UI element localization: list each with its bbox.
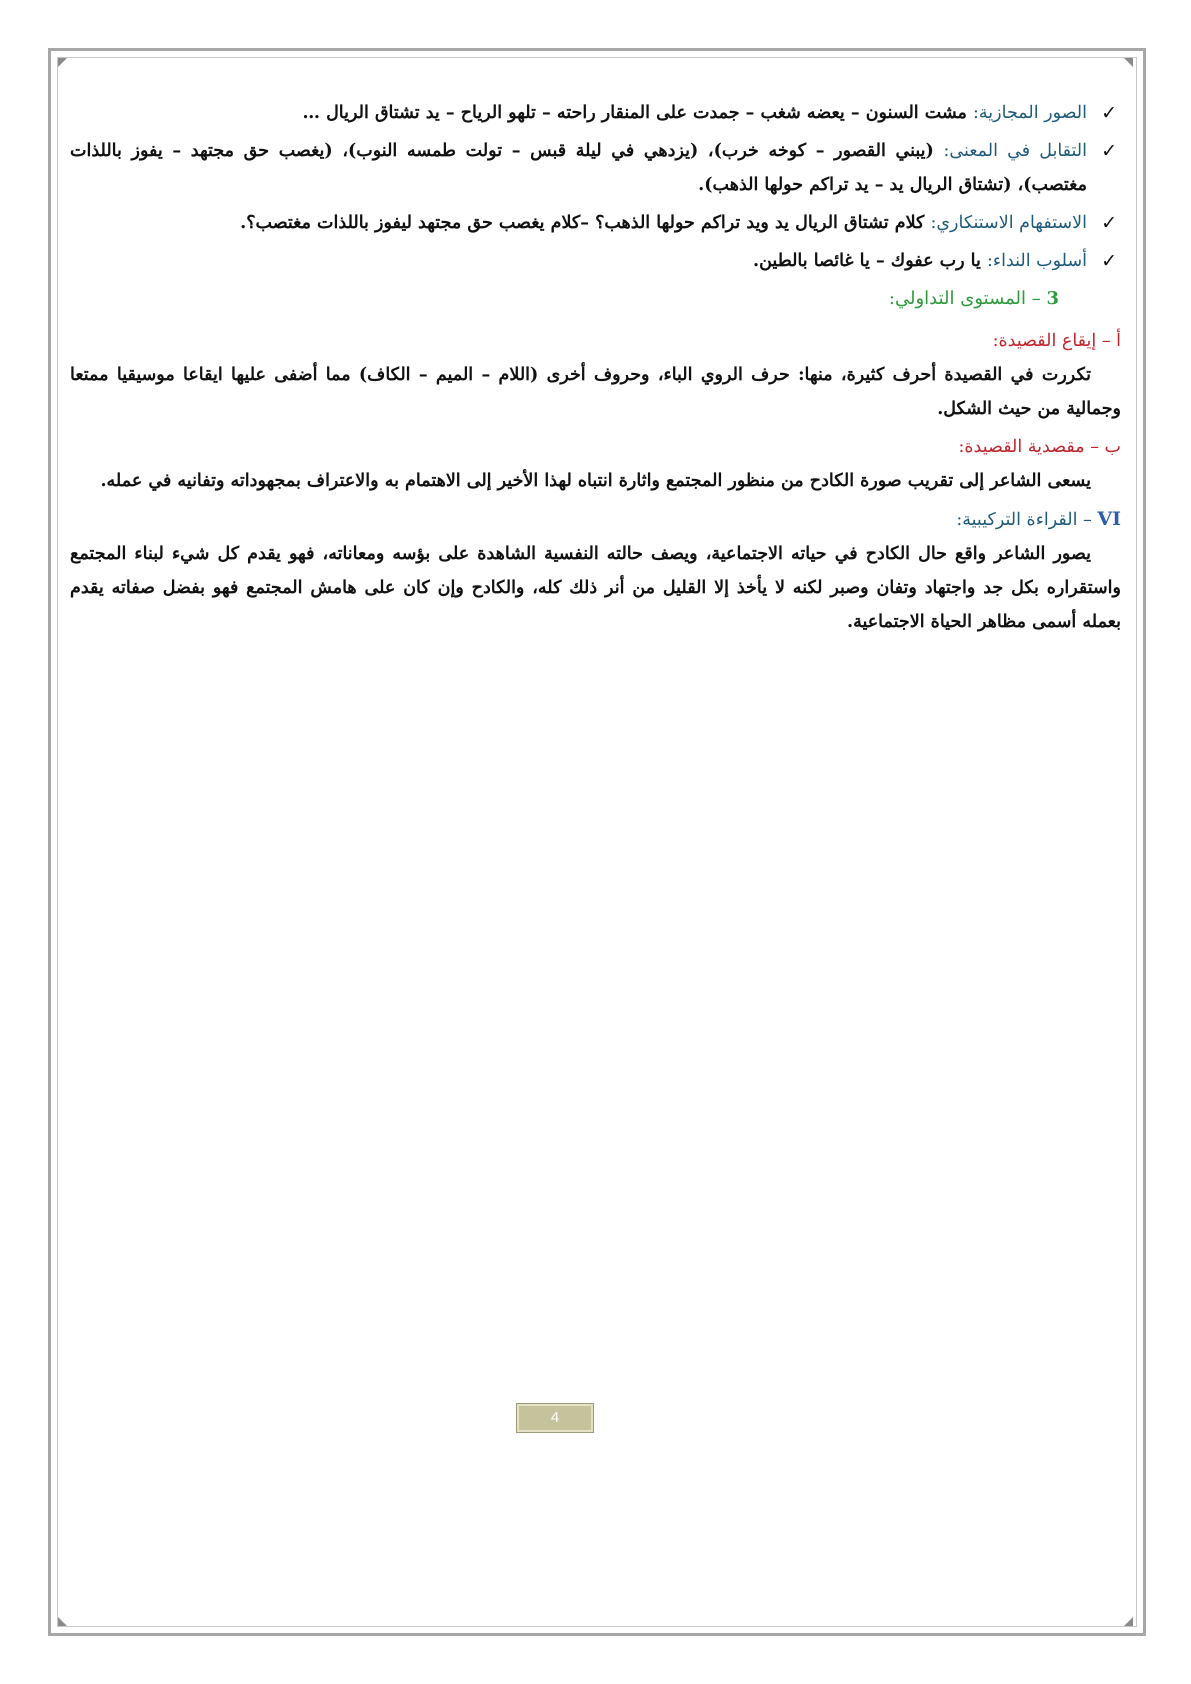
bullet-term: أسلوب النداء: — [986, 251, 1087, 271]
section-number: 3 — [1046, 288, 1059, 309]
paragraph-rhythm: تكررت في القصيدة أحرف كثيرة، منها: حرف الروي الباء، وحروف أخرى (اللام – الميم – الكاف) مما أضفى عليها ايقاعا موسيقيا ممتعا وجمالية من حيث الشكل. — [70, 365, 1121, 419]
section-roman-numeral: VI — [1097, 508, 1121, 530]
paragraph-synthesis: يصور الشاعر واقع حال الكادح في حياته الاجتماعية، ويصف حالته النفسية الشاهدة على بؤسه ومعاناته، فهو يقدم كل شيء لبناء المجتمع واستقراره بكل جد واجتهاد وتفان وصبر لكنه لا يأخذ إلا القليل من أنر ذلك كله، والكادح وإن كان على هامش المجتمع فهو بفضل صفاته يقدم بعمله أسمى مظاهر الحياة الاجتماعية. — [70, 544, 1121, 632]
checkmark-icon: ✓ — [1101, 140, 1117, 162]
bullet-rhetorical-question — [70, 206, 1121, 240]
section-heading-synthesis — [70, 502, 1121, 537]
page-content — [70, 96, 1121, 643]
paragraph-purpose: يسعى الشاعر إلى تقريب صورة الكادح من منظور المجتمع واثارة انتباه لهذا الأخير إلى الاهتمام به والاعتراف بمجهوداته وتفانيه في عمله. — [100, 471, 1091, 491]
subheading-purpose: ب – مقصدية القصيدة: — [958, 437, 1121, 457]
bullet-vocative — [70, 244, 1121, 278]
bullet-text: يا رب عفوك – يا غائصا بالطين. — [753, 251, 987, 271]
section-title: – القراءة التركيبية: — [956, 510, 1098, 530]
bullet-text: (يبني القصور – كوخه خرب)، (يزدهي في ليلة قبس – تولت طمسه النوب)، (يغصب حق مجتهد – يفوز باللذات مغتصب)، (تشتاق الريال يد – يد تراكم حولها الذهب). — [70, 141, 1087, 195]
bullet-term: الصور المجازية: — [973, 103, 1087, 123]
checkmark-icon: ✓ — [1101, 102, 1117, 124]
page-number-badge: 4 — [516, 1403, 594, 1433]
subheading-rhythm: أ – إيقاع القصيدة: — [992, 331, 1121, 351]
bullet-term: الاستفهام الاستنكاري: — [930, 213, 1087, 233]
bullet-figurative-images — [70, 96, 1121, 130]
corner-ornament — [1124, 58, 1133, 67]
section-heading-pragmatic — [70, 282, 1059, 316]
bullet-text: كلام تشتاق الريال يد ويد تراكم حولها الذهب؟ –كلام يغصب حق مجتهد ليفوز باللذات مغتصب؟. — [240, 213, 931, 233]
checkmark-icon: ✓ — [1101, 212, 1117, 234]
corner-ornament — [1124, 1617, 1133, 1626]
bullet-antithesis — [70, 134, 1121, 202]
bullet-text: مشت السنون – يعضه شغب – جمدت على المنقار راحته – تلهو الرياح – يد تشتاق الريال … — [302, 103, 974, 123]
section-title: – المستوى التداولي: — [888, 288, 1047, 309]
corner-ornament — [58, 58, 67, 67]
checkmark-icon: ✓ — [1101, 250, 1117, 272]
corner-ornament — [58, 1617, 67, 1626]
bullet-term: التقابل في المعنى: — [943, 141, 1087, 161]
